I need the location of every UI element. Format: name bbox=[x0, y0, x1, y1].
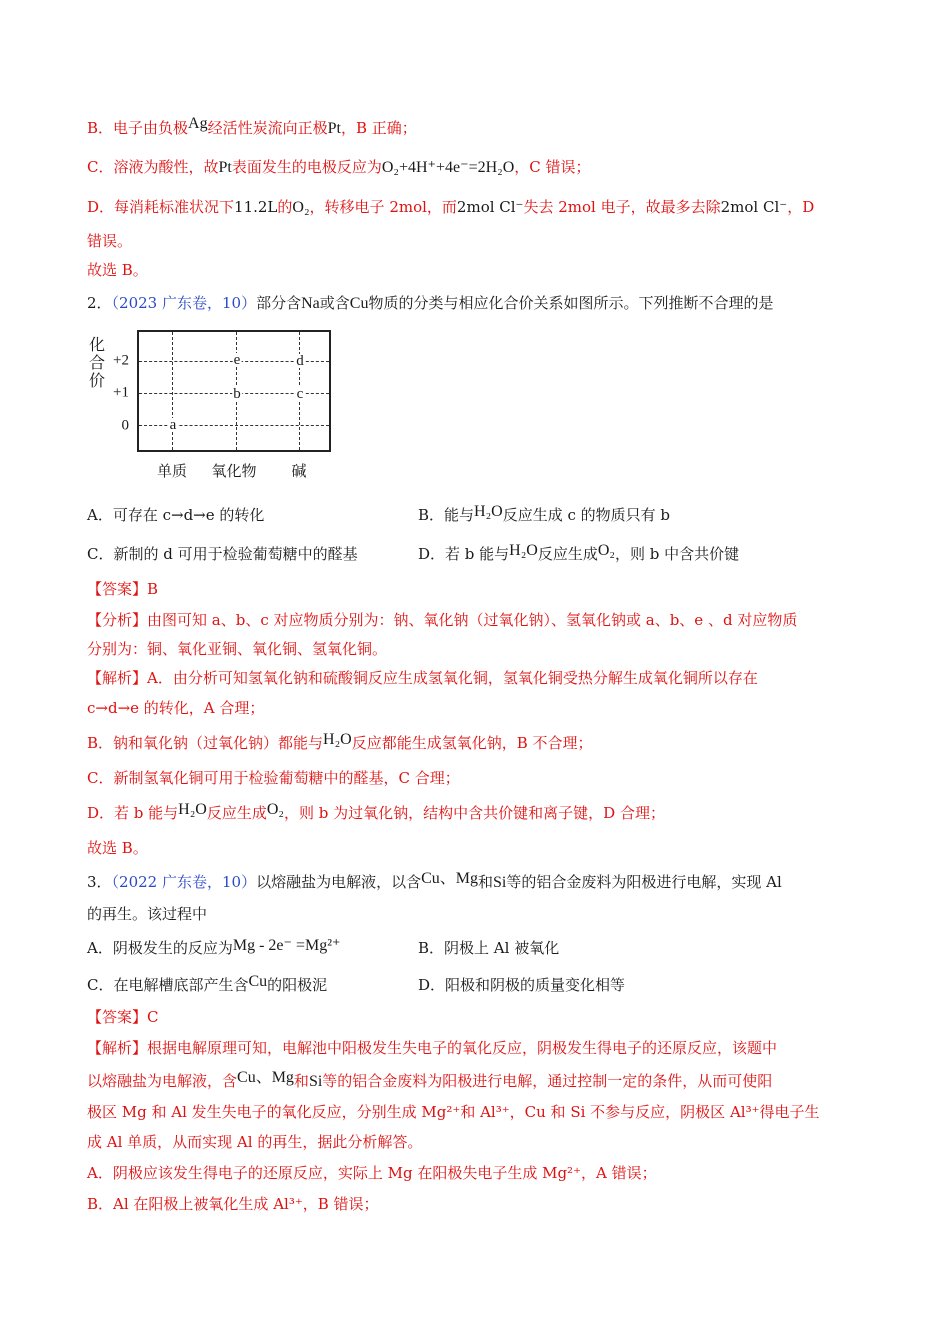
text: 以熔融盐为电解液，含 bbox=[87, 1072, 238, 1090]
question-number: 3． bbox=[87, 873, 112, 891]
q3-stem-line2: 的再生。该过程中 bbox=[87, 905, 208, 923]
text: 和 bbox=[293, 1072, 309, 1090]
formula-ag: Ag bbox=[188, 115, 208, 132]
formula-si: Si bbox=[493, 874, 507, 891]
text: D．每消耗标准状况下 bbox=[87, 198, 235, 216]
formula-h2o: H₂O bbox=[323, 731, 352, 748]
x-label-element: 单质 bbox=[156, 462, 188, 480]
formula-o2: O₂ bbox=[292, 199, 310, 216]
point-d: d bbox=[296, 353, 304, 369]
question-number: 2． bbox=[87, 294, 112, 312]
q2-explain-d bbox=[87, 803, 665, 824]
grid-line bbox=[139, 425, 329, 426]
text: 的 bbox=[277, 198, 293, 216]
q1-explain-b bbox=[87, 115, 417, 139]
q3-option-a[interactable] bbox=[87, 938, 340, 959]
text: 以熔融盐为电解液，以含 bbox=[256, 873, 422, 891]
point-e: e bbox=[233, 352, 241, 368]
text: 反应都能生成氢氧化钠，B 不合理； bbox=[351, 734, 593, 752]
q3-explain-line2 bbox=[87, 1071, 772, 1092]
y-tick-plus1: +1 bbox=[113, 384, 129, 401]
y-tick-zero: 0 bbox=[121, 417, 129, 434]
value: 2mol Cl⁻ bbox=[720, 198, 788, 216]
q3-option-b[interactable]: B．阴极上 Al 被氧化 bbox=[418, 939, 560, 957]
text: 等的铝合金废料为阳极进行电解，实现 Al bbox=[506, 873, 782, 891]
q3-explain-b: B．Al 在阳极上被氧化生成 Al³⁺，B 错误； bbox=[87, 1195, 379, 1213]
text: 失去 2mol 电子，故最多去除 bbox=[523, 198, 721, 216]
q3-explain-a: A．阴极应该发生得电子的还原反应，实际上 Mg 在阳极失电子生成 Mg²⁺，A 错误； bbox=[87, 1164, 657, 1182]
formula-na: Na bbox=[301, 295, 320, 312]
text: B．能与 bbox=[418, 506, 475, 524]
q3-stem bbox=[87, 872, 782, 893]
question-source: （2023 广东卷，10） bbox=[111, 294, 257, 312]
formula-cu-mg: Cu、Mg bbox=[421, 870, 478, 887]
text: 反应生成 bbox=[206, 804, 267, 822]
q2-answer: 【答案】B bbox=[87, 580, 159, 598]
text: ，C 错误； bbox=[514, 158, 591, 176]
point-c: c bbox=[296, 386, 304, 402]
q2-conclusion: 故选 B。 bbox=[87, 839, 148, 857]
q2-explain-line1: 【解析】A．由分析可知氢氧化钠和硫酸铜反应生成氢氧化铜，氢氧化铜受热分解生成氧化铜所以存在 bbox=[87, 669, 758, 687]
q2-explain-b bbox=[87, 733, 593, 754]
text: 物质的分类与相应化合价关系如图所示。下列推断不合理的是 bbox=[368, 294, 774, 312]
q1-conclusion: 故选 B。 bbox=[87, 261, 148, 279]
formula-h2o: H₂O bbox=[474, 503, 503, 520]
q1-explain-d bbox=[87, 197, 814, 218]
q2-option-c[interactable]: C．新制的 d 可用于检验葡萄糖中的醛基 bbox=[87, 545, 358, 563]
q1-explain-d-cont: 错误。 bbox=[87, 232, 133, 250]
formula-o2: O₂ bbox=[266, 801, 285, 818]
formula-cu-mg: Cu、Mg bbox=[237, 1069, 294, 1086]
q2-option-d[interactable] bbox=[418, 544, 739, 565]
point-a: a bbox=[169, 417, 177, 433]
q3-explain-line3: 极区 Mg 和 Al 发生失电子的氧化反应，分别生成 Mg²⁺和 Al³⁺，Cu 和 Si 不参与反应，阴极区 Al³⁺得电子生 bbox=[87, 1103, 820, 1121]
q2-option-b[interactable] bbox=[418, 505, 670, 526]
q3-option-d[interactable]: D．阳极和阴极的质量变化相等 bbox=[418, 976, 626, 994]
formula-h2o: H₂O bbox=[509, 542, 538, 559]
q2-explain-line2: c→d→e 的转化，A 合理； bbox=[87, 699, 265, 717]
q3-answer: 【答案】C bbox=[87, 1008, 159, 1026]
q2-option-a[interactable]: A．可存在 c→d→e 的转化 bbox=[87, 506, 265, 524]
q2-explain-c: C．新制氢氧化铜可用于检验葡萄糖中的醛基，C 合理； bbox=[87, 769, 460, 787]
q3-option-c[interactable] bbox=[87, 975, 327, 996]
q3-explain-line1: 【解析】根据电解原理可知，电解池中阳极发生失电子的氧化反应，阴极发生得电子的还原反应，该题中 bbox=[87, 1039, 778, 1057]
formula-cu: Cu bbox=[248, 973, 268, 990]
text: 反应生成 bbox=[537, 545, 598, 563]
valence-chart bbox=[87, 330, 347, 480]
text: 和 bbox=[478, 873, 494, 891]
text: B．钠和氧化钠（过氧化钠）都能与 bbox=[87, 734, 324, 752]
formula-cu: Cu bbox=[349, 295, 369, 312]
chart-plot-area bbox=[137, 330, 331, 452]
text: 或含 bbox=[319, 294, 350, 312]
q2-analysis-line2: 分别为：铜、氧化亚铜、氧化铜、氢氧化铜。 bbox=[87, 640, 388, 658]
text: C．在电解槽底部产生含 bbox=[87, 976, 249, 994]
value: 11.2L bbox=[234, 198, 278, 216]
x-label-oxide: 氧化物 bbox=[211, 462, 257, 480]
text: 的阳极泥 bbox=[267, 976, 328, 994]
formula-o2: O₂ bbox=[597, 542, 616, 559]
formula-si: Si bbox=[308, 1073, 323, 1090]
text: 反应生成 c 的物质只有 b bbox=[502, 506, 671, 524]
text: ，转移电子 2mol，而 bbox=[309, 198, 457, 216]
text: ，则 b 中含共价键 bbox=[615, 545, 740, 563]
equation: Mg - 2e⁻ =Mg²⁺ bbox=[232, 937, 341, 954]
q2-analysis-line1: 【分析】由图可知 a、b、c 对应物质分别为：钠、氧化钠（过氧化钠）、氢氧化钠或 a、b、e 、d 对应物质 bbox=[87, 611, 798, 629]
text: D．若 b 能与 bbox=[87, 804, 179, 822]
x-label-base: 碱 bbox=[291, 462, 307, 480]
text: 部分含 bbox=[256, 294, 302, 312]
text: ，B 正确； bbox=[340, 119, 417, 137]
q3-explain-line4: 成 Al 单质，从而实现 Al 的再生，据此分析解答。 bbox=[87, 1133, 423, 1151]
equation: O₂+4H⁺+4e⁻=2H₂O bbox=[381, 159, 515, 176]
text: 表面发生的电极反应为 bbox=[231, 158, 382, 176]
text: D．若 b 能与 bbox=[418, 545, 510, 563]
formula-pt: Pt bbox=[218, 159, 232, 176]
q1-explain-c bbox=[87, 157, 591, 178]
point-b: b bbox=[233, 386, 241, 402]
text: 等的铝合金废料为阳极进行电解，通过控制一定的条件，从而可使阳 bbox=[322, 1072, 773, 1090]
y-tick-plus2: +2 bbox=[113, 352, 129, 369]
formula-pt: Pt bbox=[327, 120, 341, 137]
y-axis-label: 化合价 bbox=[89, 335, 106, 390]
text: B．电子由负极 bbox=[87, 119, 189, 137]
q2-stem bbox=[87, 293, 773, 314]
value: 2mol Cl⁻ bbox=[456, 198, 524, 216]
formula-h2o: H₂O bbox=[178, 801, 207, 818]
text: C．溶液为酸性，故 bbox=[87, 158, 219, 176]
text: 经活性炭流向正极 bbox=[207, 119, 328, 137]
text: A．阴极发生的反应为 bbox=[87, 939, 233, 957]
question-source: （2022 广东卷，10） bbox=[111, 873, 257, 891]
text: ，则 b 为过氧化钠，结构中含共价键和离子键，D 合理； bbox=[284, 804, 665, 822]
text: ，D bbox=[787, 198, 815, 216]
